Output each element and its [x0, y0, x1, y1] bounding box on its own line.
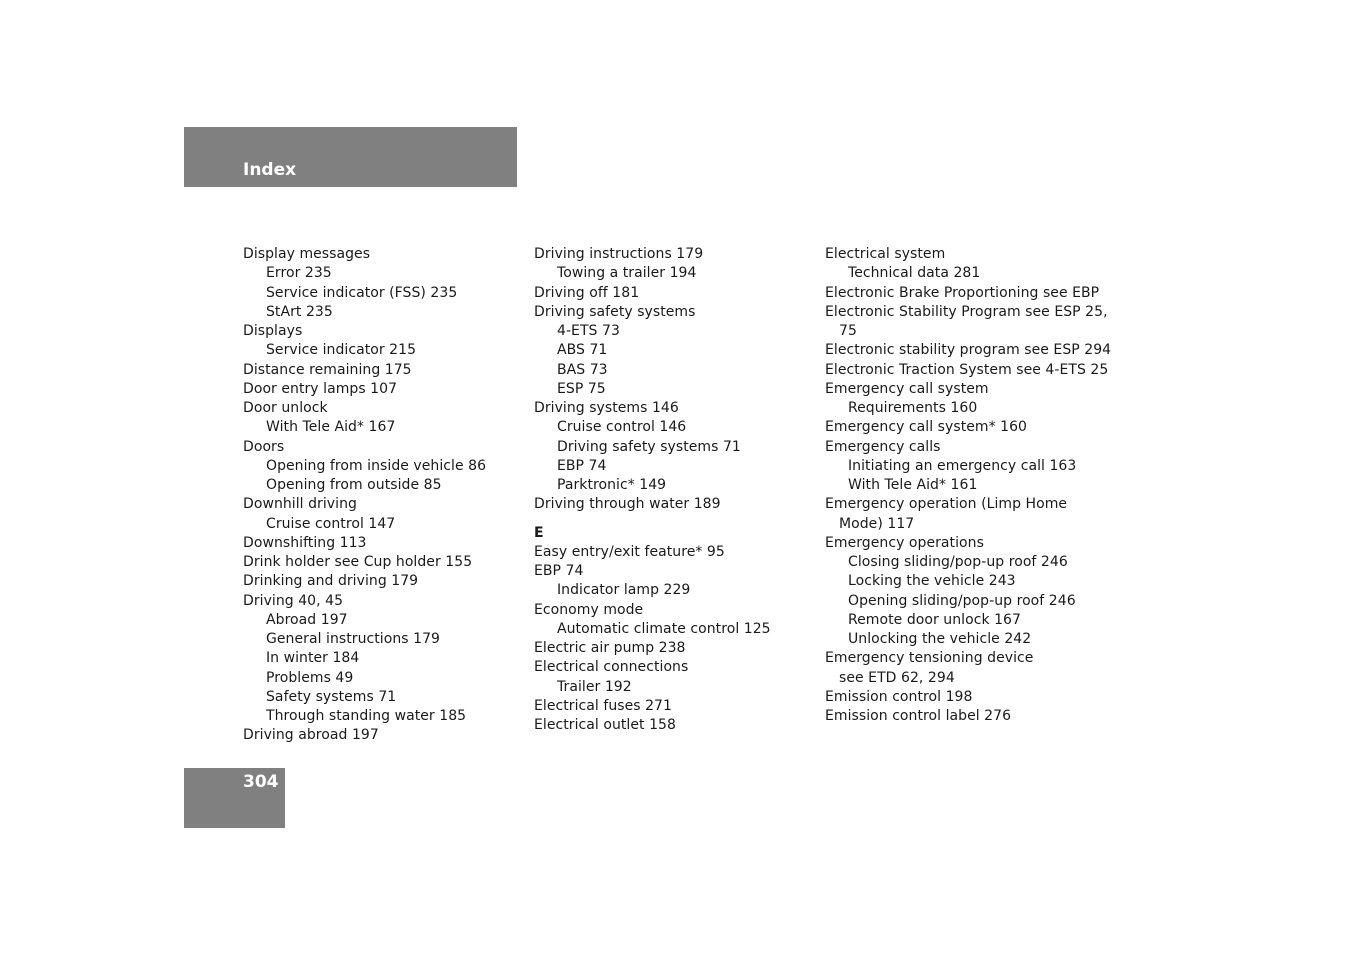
index-entry: Emergency call system	[825, 380, 989, 397]
index-entry: Electrical fuses 271	[534, 697, 672, 714]
page-number: 304	[243, 772, 279, 792]
index-subentry: EBP 74	[557, 457, 607, 474]
index-column-3	[825, 245, 1111, 726]
index-subentry: Remote door unlock 167	[848, 611, 1021, 628]
index-subentry: Indicator lamp 229	[557, 582, 691, 599]
index-entry: Driving through water 189	[534, 496, 721, 513]
index-subentry: Opening sliding/pop-up roof 246	[848, 592, 1076, 609]
index-entry: Emergency operations	[825, 534, 984, 551]
index-subentry: General instructions 179	[266, 631, 440, 647]
index-entry: Downshifting 113	[243, 534, 367, 551]
index-subentry: Opening from outside 85	[266, 477, 442, 493]
index-entry: Distance remaining 175	[243, 361, 412, 378]
index-subentry: ESP 75	[557, 380, 606, 397]
index-entry: Easy entry/exit feature* 95	[534, 543, 725, 560]
index-entry: Display messages	[243, 246, 371, 262]
index-subentry: StArt 235	[266, 303, 333, 320]
index-entry: Driving off 181	[534, 284, 640, 301]
index-entry: Mode) 117	[839, 515, 915, 532]
index-entry: Emergency calls	[825, 438, 941, 455]
index-entry: Driving instructions 179	[534, 246, 704, 262]
index-subentry: Driving safety systems 71	[557, 438, 741, 455]
index-entry: Electric air pump 238	[534, 640, 686, 656]
page-number-band	[184, 768, 285, 828]
index-subentry: Towing a trailer 194	[557, 265, 697, 282]
index-entry: Economy mode	[534, 601, 644, 618]
index-subentry: BAS 73	[557, 361, 608, 378]
index-subentry: 4-ETS 73	[557, 323, 620, 339]
index-subentry: Abroad 197	[266, 611, 348, 628]
index-entry: Door entry lamps 107	[243, 380, 398, 397]
index-subentry: Unlocking the vehicle 242	[848, 631, 1032, 647]
index-subentry: Service indicator (FSS) 235	[266, 284, 458, 301]
index-entry: Driving abroad 197	[243, 727, 379, 744]
index-entry: Electrical system	[825, 246, 946, 262]
index-subentry: Safety systems 71	[266, 688, 397, 705]
index-entry: Electrical outlet 158	[534, 717, 676, 733]
index-subentry: Locking the vehicle 243	[848, 573, 1016, 590]
index-subentry: Initiating an emergency call 163	[848, 457, 1077, 474]
index-entry: Drinking and driving 179	[243, 573, 419, 590]
index-entry: Emergency operation (Limp Home	[825, 496, 1068, 513]
header-band	[184, 127, 517, 187]
index-subentry: Opening from inside vehicle 86	[266, 457, 487, 474]
index-entry: see ETD 62, 294	[839, 669, 955, 686]
index-subentry: In winter 184	[266, 650, 360, 667]
index-entry: Driving 40, 45	[243, 592, 344, 609]
index-entry: Electronic stability program see ESP 294	[825, 342, 1112, 359]
index-subentry: Cruise control 147	[266, 515, 396, 532]
index-entry: Doors	[243, 438, 285, 455]
index-entry: Emission control label 276	[825, 708, 1012, 724]
index-entry: Electronic Brake Proportioning see EBP	[825, 284, 1100, 301]
index-entry: Door unlock	[243, 400, 328, 416]
index-subentry: Service indicator 215	[266, 342, 417, 359]
index-subentry: Problems 49	[266, 669, 354, 686]
index-column-1	[243, 245, 486, 746]
index-subentry: Error 235	[266, 265, 332, 282]
index-entry: Driving systems 146	[534, 400, 679, 416]
index-entry: Electrical connections	[534, 659, 689, 676]
index-entry: Displays	[243, 323, 303, 339]
index-section-letter: E	[534, 524, 544, 541]
index-subentry: Technical data 281	[848, 265, 981, 282]
index-subentry: Through standing water 185	[266, 708, 467, 724]
index-subentry: Cruise control 146	[557, 419, 687, 436]
index-entry: Electronic Traction System see 4-ETS 25	[825, 361, 1109, 378]
index-subentry: With Tele Aid* 167	[266, 419, 396, 436]
index-subentry: Trailer 192	[557, 678, 632, 695]
index-subentry: With Tele Aid* 161	[848, 477, 978, 493]
index-entry: EBP 74	[534, 563, 584, 579]
index-entry: Downhill driving	[243, 496, 357, 513]
index-subentry: Automatic climate control 125	[557, 620, 771, 637]
page-title: Index	[243, 160, 297, 180]
index-entry: Emergency call system* 160	[825, 419, 1028, 436]
index-entry: Emission control 198	[825, 688, 973, 705]
index-entry: Driving safety systems	[534, 303, 696, 320]
index-subentry: ABS 71	[557, 342, 608, 359]
index-entry: 75	[839, 323, 857, 339]
index-subentry: Parktronic* 149	[557, 477, 667, 493]
index-entry: Emergency tensioning device	[825, 650, 1034, 667]
index-entry: Drink holder see Cup holder 155	[243, 554, 473, 570]
index-entry: Electronic Stability Program see ESP 25,	[825, 303, 1108, 320]
index-subentry: Requirements 160	[848, 400, 978, 416]
index-column-2	[534, 245, 771, 735]
index-subentry: Closing sliding/pop-up roof 246	[848, 554, 1068, 570]
